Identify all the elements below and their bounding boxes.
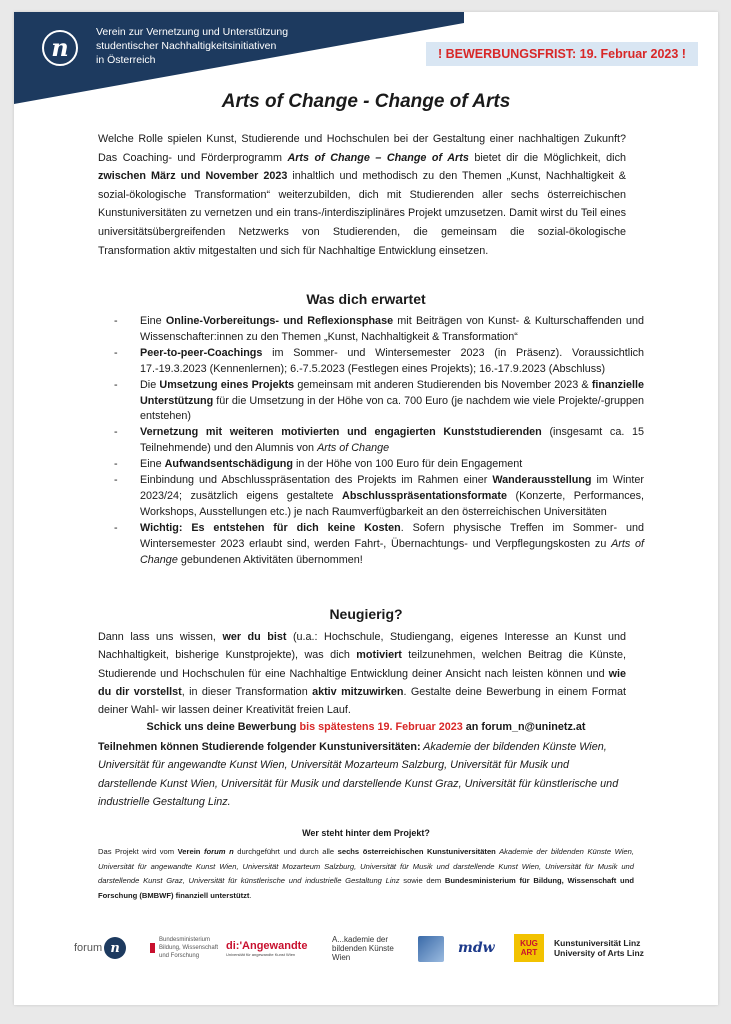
akademie-logo: A...kademie der bildenden Künste Wien bbox=[332, 934, 394, 962]
universities-paragraph: Teilnehmen können Studierende folgender Kunstuniversitäten: Akademie der bildenden Künste Wien, Universität für angewandte Kunst Wien, Universität Mozarteum Salzburg, Universität für Musik und darstellende Kunst Wien, Universität für Musik und darstellende Kunst Graz, Universität für künstlerische und industrielle Gestaltung Linz. bbox=[98, 741, 619, 808]
intro-paragraph: Welche Rolle spielen Kunst, Studierende und Hochschulen bei der Gestaltung einer nachhaltigen Zukunft? Das Coaching- und Förderprogramm Arts of Change – Change of Arts bietet dir die Möglichkeit, dich zwischen März und November 2023 inhaltlich und methodisch zu den Themen „Kunst, Nachhaltigkeit & sozial-ökologische Transformation“ weiterzubilden, dich mit Studierenden aller sechs österreichischen Kunstuniversitäten zu vernetzen und ein trans-/interdisziplinäres Projekt umzusetzen. Damit wirst du Teil eines universitätsübergreifenden Netzwerks von Studierenden, die gemeinsam die sozial-ökologische Transformation aktiv mitgestalten und sich für Nachhaltige Entwicklung einsetzen. bbox=[98, 133, 626, 257]
page-title: Arts of Change - Change of Arts bbox=[221, 91, 511, 112]
mdw-logo: mdw bbox=[458, 940, 495, 956]
forum-n-logo-icon: n bbox=[42, 30, 78, 66]
list-item: - Die Umsetzung eines Projekts gemeinsam mit anderen Studierenden bis November 2023 & finanzielle Unterstützung für die Umsetzung in der Höhe von ca. 700 Euro (je nachdem wie viele Projekte/-gruppen entstehen) bbox=[114, 378, 645, 423]
forum-n-icon: n bbox=[104, 937, 126, 959]
forum-n-logo: forum n bbox=[74, 928, 126, 968]
angewandte-logo: di:'Angewandte Universität für angewandte Kunst Wien bbox=[226, 939, 308, 957]
kug-logo: KUG ART bbox=[514, 934, 544, 962]
list-item: - Vernetzung mit weiteren motivierten und engagierten Kunststudierenden (insgesamt ca. 15 Teilnehmende) und den Alumnis von Arts of Change bbox=[114, 426, 645, 455]
austria-flag-icon bbox=[150, 943, 155, 953]
list-item: - Peer-to-peer-Coachings im Sommer- und Wintersemester 2023 (in Präsenz). Voraussichtlich 17.-19.3.2023 (Kennenlernen); 6.-7.5.2023 (Festlegen eines Projekts); 16.-17.9.2023 (Abschluss) bbox=[114, 346, 644, 375]
list-item: - Eine Online-Vorbereitungs- und Reflexionsphase mit Beiträgen von Kunst- & Kulturschaffenden und Wissenschafter:innen zu den Themen „Kunst, Nachhaltigkeit & Transformation“ bbox=[114, 315, 644, 343]
organization-name bbox=[96, 25, 336, 67]
list-item: - Wichtig: Es entstehen für dich keine Kosten. Sofern physische Treffen im Sommer- und Wintersemester 2023 erlaubt sind, werden Fahrt-, Übernachtungs- und Verpflegungskosten zu Arts of Change gebundenen Aktivitäten übernommen! bbox=[114, 521, 644, 566]
expect-heading: Was dich erwartet bbox=[306, 291, 426, 307]
org-line: in Österreich bbox=[96, 54, 156, 66]
mozarteum-logo-icon bbox=[418, 936, 444, 962]
who-heading: Wer steht hinter dem Projekt? bbox=[302, 828, 430, 838]
bmbwf-logo: Bundesministerium Bildung, Wissenschaft und Forschung bbox=[150, 928, 220, 968]
list-item: - Einbindung und Abschlusspräsentation des Projekts im Rahmen einer Wanderausstellung im Winter 2023/24; zusätzlich eigens gestaltete Abschlusspräsentationsformate (Konzerte, Performances, Workshops, Ausstellungen etc.) je nach Raumverfügbarkeit an den österreichischen Universitäten bbox=[114, 474, 645, 518]
curious-heading: Neugierig? bbox=[329, 606, 403, 622]
kunstuni-linz-logo: Kunstuniversität Linz University of Arts Linz bbox=[554, 938, 644, 958]
partner-logos bbox=[74, 928, 674, 968]
list-item: - Eine Aufwandsentschädigung in der Höhe von 100 Euro für dein Engagement bbox=[114, 458, 523, 471]
deadline-badge: ! BEWERBUNGSFRIST: 19. Februar 2023 ! bbox=[426, 42, 698, 66]
curious-paragraph: Dann lass uns wissen, wer du bist (u.a.: Hochschule, Studiengang, eigenes Interesse an Kunst und Nachhaltigkeit, bisherige Kunstprojekte), was dich motiviert teilzunehmen, welchen Beitrag die Künste, Studierende und Hochschulen für eine Nachhaltige Entwicklung deiner Ansicht nach leisten können und wie du dir vorstellst, in dieser Transformation aktiv mitzuwirken. Gestalte deine Bewerbung in einem Format deiner Wahl- wir lassen deiner Kreativität freien Lauf. bbox=[98, 631, 626, 717]
flyer-page bbox=[14, 12, 718, 1005]
who-paragraph: Das Projekt wird vom Verein forum n durchgeführt und durch alle sechs österreichischen Kunstuniversitäten Akademie der bildenden Künste Wien, Universität für angewandte Kunst Wien, Universität Mozarteum Salzburg, Universität für Musik und darstellende Kunst Wien, Universität für Musik und darstellende Kunst Graz, Universität für künstlerische und industrielle Gestaltung Linz sowie dem Bundesministerium für Bildung, Wissenschaft und Forschung (BMBWF) finanziell unterstützt. bbox=[98, 847, 634, 900]
org-line: Verein zur Vernetzung und Unterstützung bbox=[96, 26, 289, 38]
expect-list bbox=[114, 314, 644, 569]
org-line: studentischer Nachhaltigkeitsinitiativen bbox=[96, 40, 277, 52]
submit-instruction: Schick uns deine Bewerbung bis spätestens 19. Februar 2023 an forum_n@uninetz.at bbox=[146, 721, 586, 733]
